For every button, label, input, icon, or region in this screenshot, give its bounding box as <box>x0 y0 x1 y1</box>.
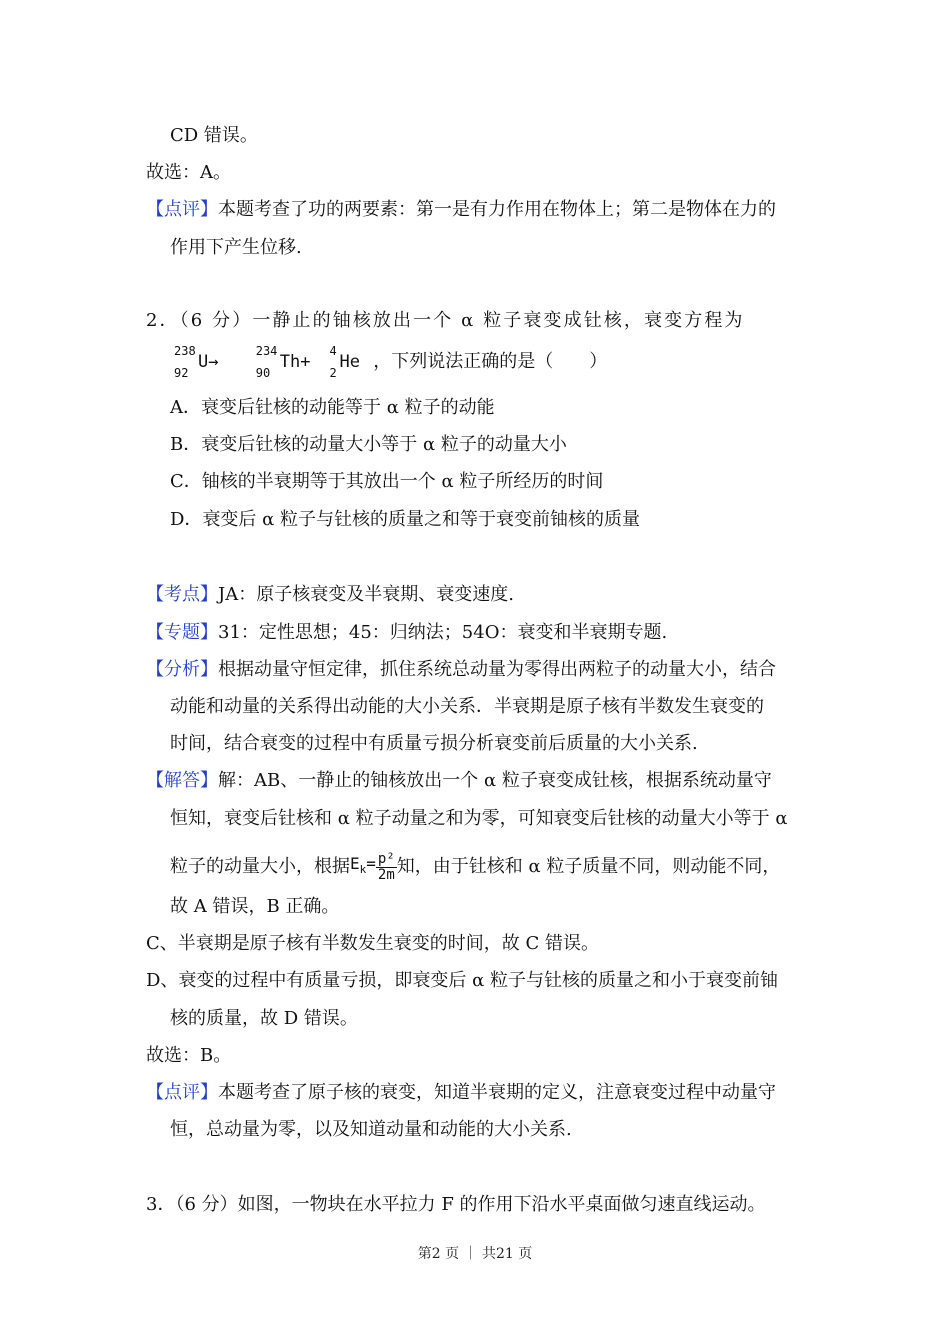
formula-numerator: p² <box>377 850 395 867</box>
fenxi-text-1: 根据动量守恒定律，抓住系统总动量为零得出两粒子的动量大小，结合 <box>218 659 776 680</box>
formula-ek <box>350 854 376 877</box>
q2-comment-line-1 <box>146 1080 776 1106</box>
q2-jieda-line-2: 恒知，衰变后钍核和 α 粒子动量之和为零，可知衰变后钍核的动量大小等于 α <box>170 808 788 829</box>
formula-denominator: 2m <box>377 866 395 883</box>
th-symbol: Th+ <box>279 352 311 372</box>
q2-kaodian <box>146 582 514 608</box>
q2-option-b: B．衰变后钍核的动量大小等于 α 粒子的动量大小 <box>170 434 567 455</box>
q2-option-d: D．衰变后 α 粒子与钍核的质量之和等于衰变前铀核的质量 <box>170 509 641 530</box>
u-charge-number: 92 <box>174 366 189 380</box>
fenxi-tag: 【分析】 <box>146 659 218 680</box>
q2-d-explanation-1: D、衰变的过程中有质量亏损，即衰变后 α 粒子与钍核的质量之和小于衰变前铀 <box>146 970 779 991</box>
jieda-tag: 【解答】 <box>146 770 218 791</box>
q2-answer: 故选：B。 <box>146 1045 232 1066</box>
formula-equals: = <box>366 854 376 873</box>
he-charge-number: 2 <box>329 366 337 380</box>
q2-option-a: A．衰变后钍核的动能等于 α 粒子的动能 <box>170 397 495 418</box>
q1-comment-line-2: 作用下产生位移. <box>170 237 302 258</box>
jieda-text-3a: 粒子的动量大小，根据 <box>170 856 350 878</box>
q2-stem: 2．（6 分）一静止的铀核放出一个 α 粒子衰变成钍核，衰变方程为 <box>146 310 745 331</box>
q2-zhuanti <box>146 620 667 646</box>
zhuanti-tag: 【专题】 <box>146 622 218 643</box>
jieda-text-1: 解：AB、一静止的铀核放出一个 α 粒子衰变成钍核，根据系统动量守 <box>218 770 772 791</box>
q2-c-explanation: C、半衰期是原子核有半数发生衰变的时间，故 C 错误。 <box>146 933 599 954</box>
th-mass-number: 234 <box>255 344 278 358</box>
q3-stem: 3．（6 分）如图，一物块在水平拉力 F 的作用下沿水平桌面做匀速直线运动。 <box>146 1194 766 1215</box>
u-mass-number: 238 <box>174 344 196 358</box>
uranium-nuclide <box>174 345 220 379</box>
q2-stem-tail: ，下列说法正确的是（ ） <box>373 351 608 372</box>
q2-decay-equation <box>174 345 607 379</box>
jieda-text-3b: 知，由于钍核和 α 粒子质量不同，则动能不同， <box>396 856 781 878</box>
formula-subscript: k <box>359 863 367 877</box>
comment-tag: 【点评】 <box>146 199 218 220</box>
q1-comment-text-1: 本题考查了功的两要素：第一是有力作用在物体上；第二是物体在力的 <box>218 199 776 220</box>
q2-comment-line-2: 恒，总动量为零，以及知道动量和动能的大小关系. <box>170 1119 572 1140</box>
comment-tag: 【点评】 <box>146 1082 218 1103</box>
q2-d-explanation-2: 核的质量，故 D 错误。 <box>170 1008 358 1029</box>
q2-fenxi-line-1 <box>146 657 776 683</box>
q2-jieda-line-3 <box>170 841 780 887</box>
zhuanti-text: 31：定性思想；45：归纳法；54O：衰变和半衰期专题. <box>218 622 668 643</box>
q2-comment-text-1: 本题考查了原子核的衰变，知道半衰期的定义，注意衰变过程中动量守 <box>218 1082 776 1103</box>
formula-lhs: E <box>350 854 360 873</box>
thorium-nuclide <box>256 345 314 379</box>
q2-option-c: C．铀核的半衰期等于其放出一个 α 粒子所经历的时间 <box>170 471 604 492</box>
q1-comment-line-1 <box>146 197 776 223</box>
q2-jieda-line-4: 故 A 错误，B 正确。 <box>170 896 340 917</box>
he-symbol: He <box>339 352 360 372</box>
q2-fenxi-line-2: 动能和动量的关系得出动能的大小关系．半衰期是原子核有半数发生衰变的 <box>170 696 764 717</box>
q1-answer: 故选：A。 <box>146 162 231 183</box>
q2-fenxi-line-3: 时间，结合衰变的过程中有质量亏损分析衰变前后质量的大小关系. <box>170 733 698 754</box>
formula-fraction <box>376 852 397 883</box>
page-footer: 第2 页 ｜ 共21 页 <box>417 1246 533 1262</box>
u-symbol: U→ <box>198 352 219 372</box>
he-mass-number: 4 <box>329 344 337 358</box>
q1-cd-wrong: CD 错误。 <box>170 125 258 146</box>
q2-jieda-line-1 <box>146 768 772 794</box>
kaodian-text: JA：原子核衰变及半衰期、衰变速度. <box>218 584 514 605</box>
kaodian-tag: 【考点】 <box>146 584 218 605</box>
th-charge-number: 90 <box>255 366 271 380</box>
helium-nuclide <box>329 345 363 379</box>
